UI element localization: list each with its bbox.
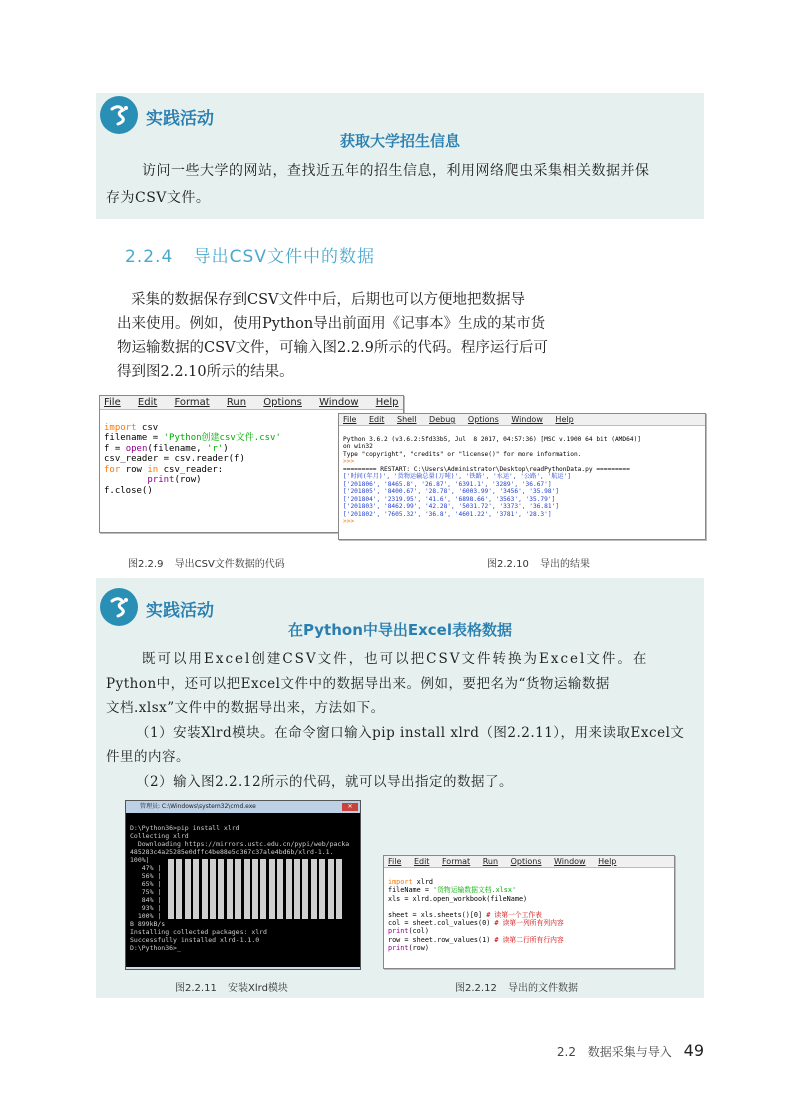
progress-block [311,859,317,919]
cmd-output[interactable]: D:\Python36>pip install xlrd Collecting xlrd Downloading https://mirrors.ustc.edu.cn/pypi/web/packa 485283c4a25285e0dffc4be88e5c367c37ale4bd6b/xlrd-1.1. 100%| 47% | 56% | 65% | 75% | 84% | 93% | 100% | B 899kB/s Installing collected packages: xlrd Successfully installed xlrd-1.1.0 D:\Python36>_ [126,813,360,967]
code-line: import csv [104,422,159,433]
caption-text: 导出CSV文件数据的代码 [174,559,285,570]
progress-block [218,859,224,919]
activity-icon [100,96,138,134]
code-line: csv_reader = csv.reader(f) [104,454,245,464]
section-number: 2.2.4 [125,247,174,267]
cmd-window [125,800,361,970]
menu-bar [339,414,705,426]
menu-file[interactable]: File [343,415,357,424]
menu-window[interactable]: Window [554,857,586,866]
code-line: f = open(filename, 'r') [104,443,229,454]
menu-options[interactable]: Options [510,857,542,866]
menu-run[interactable]: Run [482,857,499,866]
shell-line: on win32 [343,443,373,450]
progress-block [168,859,174,919]
text-line: Python中，还可以把Excel文件中的数据导出来。例如，要把名为“货物运输数据 [106,675,610,692]
shell-window [338,413,706,540]
menu-file[interactable]: File [388,857,402,866]
menu-edit[interactable]: Edit [137,397,158,408]
menu-options[interactable]: Options [467,415,499,424]
page-number: 49 [683,1041,704,1060]
cmd-title: 管理员: C:\Windows\system32\cmd.exe [140,803,256,810]
text-line: 件里的内容。 [106,749,190,765]
menu-help[interactable]: Help [375,397,399,408]
figure-caption [487,555,590,570]
text-line: （1）安装Xlrd模块。在命令窗口输入pip install xlrd（图2.2.11），用来读取Excel文 [136,724,685,741]
text-line: 访问一些大学的网站，查找近五年的招生信息，利用网络爬虫采集相关数据并保 [142,163,650,179]
activity-label-2: 实践活动 [146,601,214,621]
code-line: col = sheet.col_values(0) # 读第一列所有列内容 [388,919,564,928]
code-line: row = sheet.row_values(1) # 读第二行所有行内容 [388,935,564,944]
text-line: 出来使用。例如，使用Python导出前面用《记事本》生成的某市货 [117,316,546,332]
section-paragraph [117,288,577,384]
page-footer [557,1041,704,1060]
progress-block [193,859,199,919]
figure-caption [175,979,288,994]
code-line: sheet = xls.sheets()[0] # 读第一个工作表 [388,911,542,920]
progress-block [260,859,266,919]
progress-block [277,859,283,919]
code-line: f.close() [104,485,153,496]
progress-block [202,859,208,919]
text-line: 存为CSV文件。 [106,190,211,206]
menu-help[interactable]: Help [598,857,617,866]
figure-caption [455,979,578,994]
shell-output-line: ['时间(年月)', '货物运输总量(万吨)', '铁路', '水运', '公路', '航运'] [343,473,572,480]
code-line: for row in csv_reader: [104,464,224,475]
footer-section: 2.2 [556,1045,576,1059]
code-line: xls = xlrd.open_workbook(fileName) [388,894,528,903]
code-line: fileName = '货物运输数据文档.xlsx' [388,886,517,895]
caption-number: 图2.2.12 [455,983,497,994]
progress-block [286,859,292,919]
progress-block [235,859,241,919]
menu-bar [100,396,403,410]
menu-format[interactable]: Format [441,857,471,866]
menu-run[interactable]: Run [226,397,247,408]
shell-output-line: ['201804', '2319.95', '41.6', '6898.66', '3563', '35.79'] [343,495,556,503]
progress-block [244,859,250,919]
figure-caption [128,555,285,570]
activity-paragraph-2 [106,647,700,794]
menu-format[interactable]: Format [174,397,210,408]
shell-prompt: >>> [343,518,355,525]
shell-line: Python 3.6.2 (v3.6.2:5fd33b5, Jul 8 2017, 04:57:36) [MSC v.1900 64 bit (AMD64)] [343,435,642,443]
shell-line: Type "copyright", "credits" or "license()" for more information. [343,450,582,458]
progress-block [302,859,308,919]
code-area[interactable] [384,868,674,969]
caption-text: 导出的结果 [540,559,590,570]
text-line: 物运输数据的CSV文件，可输入图2.2.9所示的代码。程序运行后可 [117,340,548,356]
progress-block [185,859,191,919]
shell-line: ========= RESTART: C:\Users\Administrator\Desktop\readPythonData.py ========= [343,465,630,473]
progress-block [336,859,342,919]
activity-subtitle-2: 在Python中导出Excel表格数据 [287,621,512,639]
progress-block [269,859,275,919]
code-line: print(row) [147,475,202,485]
caption-text: 安装Xlrd模块 [228,983,288,994]
activity-label-1: 实践活动 [146,109,214,129]
footer-title: 数据采集与导入 [587,1045,672,1059]
code-line: filename = 'Python创建csv文件.csv' [104,433,281,443]
progress-block [328,859,334,919]
download-progress [168,859,346,919]
text-line: 采集的数据保存到CSV文件中后，后期也可以方便地把数据导 [131,292,525,308]
caption-number: 图2.2.10 [487,559,529,570]
shell-output-line: ['201805', '8400.67', '28.78', '6003.99', '3456', '35.98'] [343,488,560,495]
progress-block [319,859,325,919]
menu-bar [384,856,674,868]
shell-output-line: ['201802', '7605.32', '36.8', '4601.22', '3781', '28.3'] [343,510,552,518]
progress-block [252,859,258,919]
menu-edit[interactable]: Edit [368,415,385,424]
progress-block [227,859,233,919]
activity-subtitle-1: 获取大学招生信息 [339,132,460,150]
shell-output[interactable] [339,426,705,540]
text-line: 得到图2.2.10所示的结果。 [117,364,294,380]
progress-block [210,859,216,919]
caption-text: 导出的文件数据 [508,983,578,994]
menu-shell[interactable]: Shell [396,415,417,424]
section-title: 导出CSV文件中的数据 [193,247,375,267]
code-editor-window-2 [383,855,675,969]
shell-output-line: ['201806', '8465.8', '26.87', '6391.1', '3289', '36.67'] [343,480,552,488]
caption-number: 图2.2.11 [175,983,217,994]
code-line: import xlrd [388,878,434,887]
progress-block [294,859,300,919]
activity-paragraph-1 [106,158,696,212]
section-heading [125,242,375,267]
close-icon[interactable]: ✕ [342,803,358,811]
menu-debug[interactable]: Debug [429,415,456,424]
menu-edit[interactable]: Edit [413,857,430,866]
text-line: 文档.xlsx”文件中的数据导出来，方法如下。 [106,700,385,716]
menu-window[interactable]: Window [319,397,359,408]
menu-window[interactable]: Window [511,415,543,424]
menu-help[interactable]: Help [555,415,574,424]
menu-file[interactable]: File [104,397,121,408]
shell-line: >>> [343,458,358,465]
progress-block [176,859,182,919]
text-line: 既可以用Excel创建CSV文件，也可以把CSV文件转换为Excel文件。在 [142,651,649,667]
text-line: （2）输入图2.2.12所示的代码，就可以导出指定的数据了。 [136,773,514,790]
menu-options[interactable]: Options [263,397,302,408]
caption-number: 图2.2.9 [128,559,164,570]
cmd-titlebar [126,801,360,813]
code-line: print(row) [388,943,429,952]
code-line: print(col) [388,927,429,936]
shell-output-line: ['201803', '8462.99', '42.28', '5031.72', '3373', '36.81'] [343,503,560,510]
code-line [388,903,670,911]
